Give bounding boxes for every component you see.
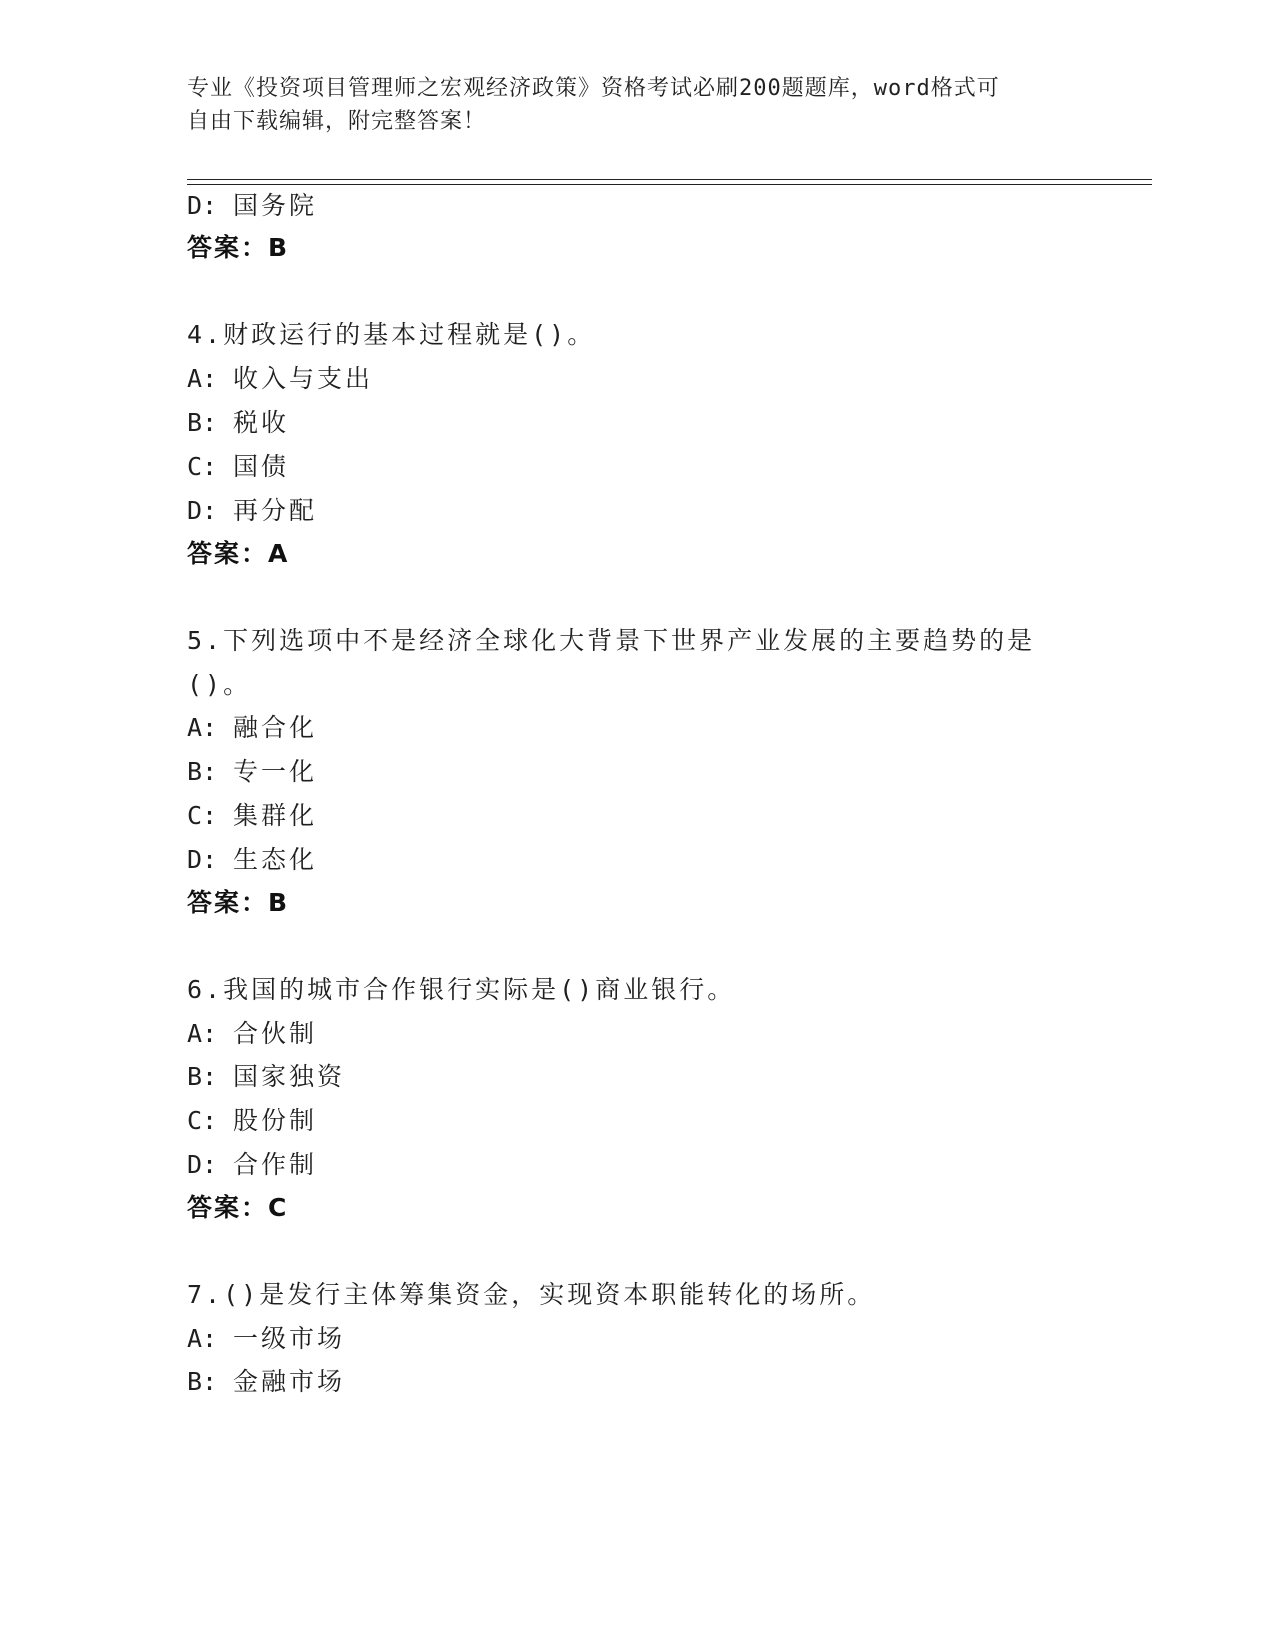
option-label: D: <box>187 1150 218 1179</box>
option-label: B: <box>187 757 218 786</box>
header-divider-bottom <box>187 184 1152 185</box>
option-label: A: <box>187 713 218 742</box>
q4-option-c <box>187 450 289 484</box>
option-text: 股份制 <box>233 1106 318 1135</box>
option-text: 一级市场 <box>233 1324 346 1353</box>
option-label: D: <box>187 845 218 874</box>
q6-option-a <box>187 1017 317 1051</box>
option-label: C: <box>187 801 218 830</box>
q5-stem-line-2: ()。 <box>187 670 252 699</box>
option-label: A: <box>187 364 218 393</box>
q5-option-c <box>187 799 317 833</box>
q7-option-a <box>187 1322 345 1356</box>
option-label: C: <box>187 452 218 481</box>
q4-option-b <box>187 406 289 440</box>
q5-answer: 答案：B <box>187 888 290 917</box>
header-line-2: 自由下载编辑，附完整答案！ <box>187 109 487 134</box>
q7-stem: 7.()是发行主体筹集资金，实现资本职能转化的场所。 <box>187 1280 876 1309</box>
option-text: 融合化 <box>233 713 318 742</box>
option-label: C: <box>187 1106 218 1135</box>
option-text: 集群化 <box>233 801 318 830</box>
option-label: B: <box>187 1367 218 1396</box>
option-label: A: <box>187 1324 218 1353</box>
option-label: B: <box>187 1062 218 1091</box>
option-text: 国务院 <box>233 191 318 220</box>
option-text: 合作制 <box>233 1150 318 1179</box>
option-text: 专一化 <box>233 757 318 786</box>
option-text: 收入与支出 <box>233 364 374 393</box>
prev-answer: 答案：B <box>187 233 290 262</box>
option-label: D: <box>187 496 218 525</box>
option-text: 合伙制 <box>233 1019 318 1048</box>
q7-option-b <box>187 1365 345 1399</box>
document-header <box>187 72 1067 138</box>
option-text: 国债 <box>233 452 290 481</box>
q4-option-d <box>187 494 317 528</box>
q6-option-d <box>187 1148 317 1182</box>
q5-option-a <box>187 711 317 745</box>
q6-stem: 6.我国的城市合作银行实际是()商业银行。 <box>187 975 736 1004</box>
header-line-1: 专业《投资项目管理师之宏观经济政策》资格考试必刷200题题库，word格式可 <box>187 76 1000 101</box>
q5-option-b <box>187 755 317 789</box>
option-text: 再分配 <box>233 496 318 525</box>
option-label: D: <box>187 191 218 220</box>
q6-option-c <box>187 1104 317 1138</box>
q5-stem-line-1: 5.下列选项中不是经济全球化大背景下世界产业发展的主要趋势的是 <box>187 626 1036 655</box>
option-label: B: <box>187 408 218 437</box>
option-text: 金融市场 <box>233 1367 346 1396</box>
q6-answer: 答案：C <box>187 1193 289 1222</box>
q4-stem: 4.财政运行的基本过程就是()。 <box>187 320 596 349</box>
q5-option-d <box>187 843 317 877</box>
option-text: 国家独资 <box>233 1062 346 1091</box>
prev-option-d <box>187 189 317 223</box>
option-text: 生态化 <box>233 845 318 874</box>
q4-answer: 答案：A <box>187 539 290 568</box>
q4-option-a <box>187 362 373 396</box>
option-label: A: <box>187 1019 218 1048</box>
q6-option-b <box>187 1060 345 1094</box>
header-divider-top <box>187 179 1152 180</box>
option-text: 税收 <box>233 408 290 437</box>
